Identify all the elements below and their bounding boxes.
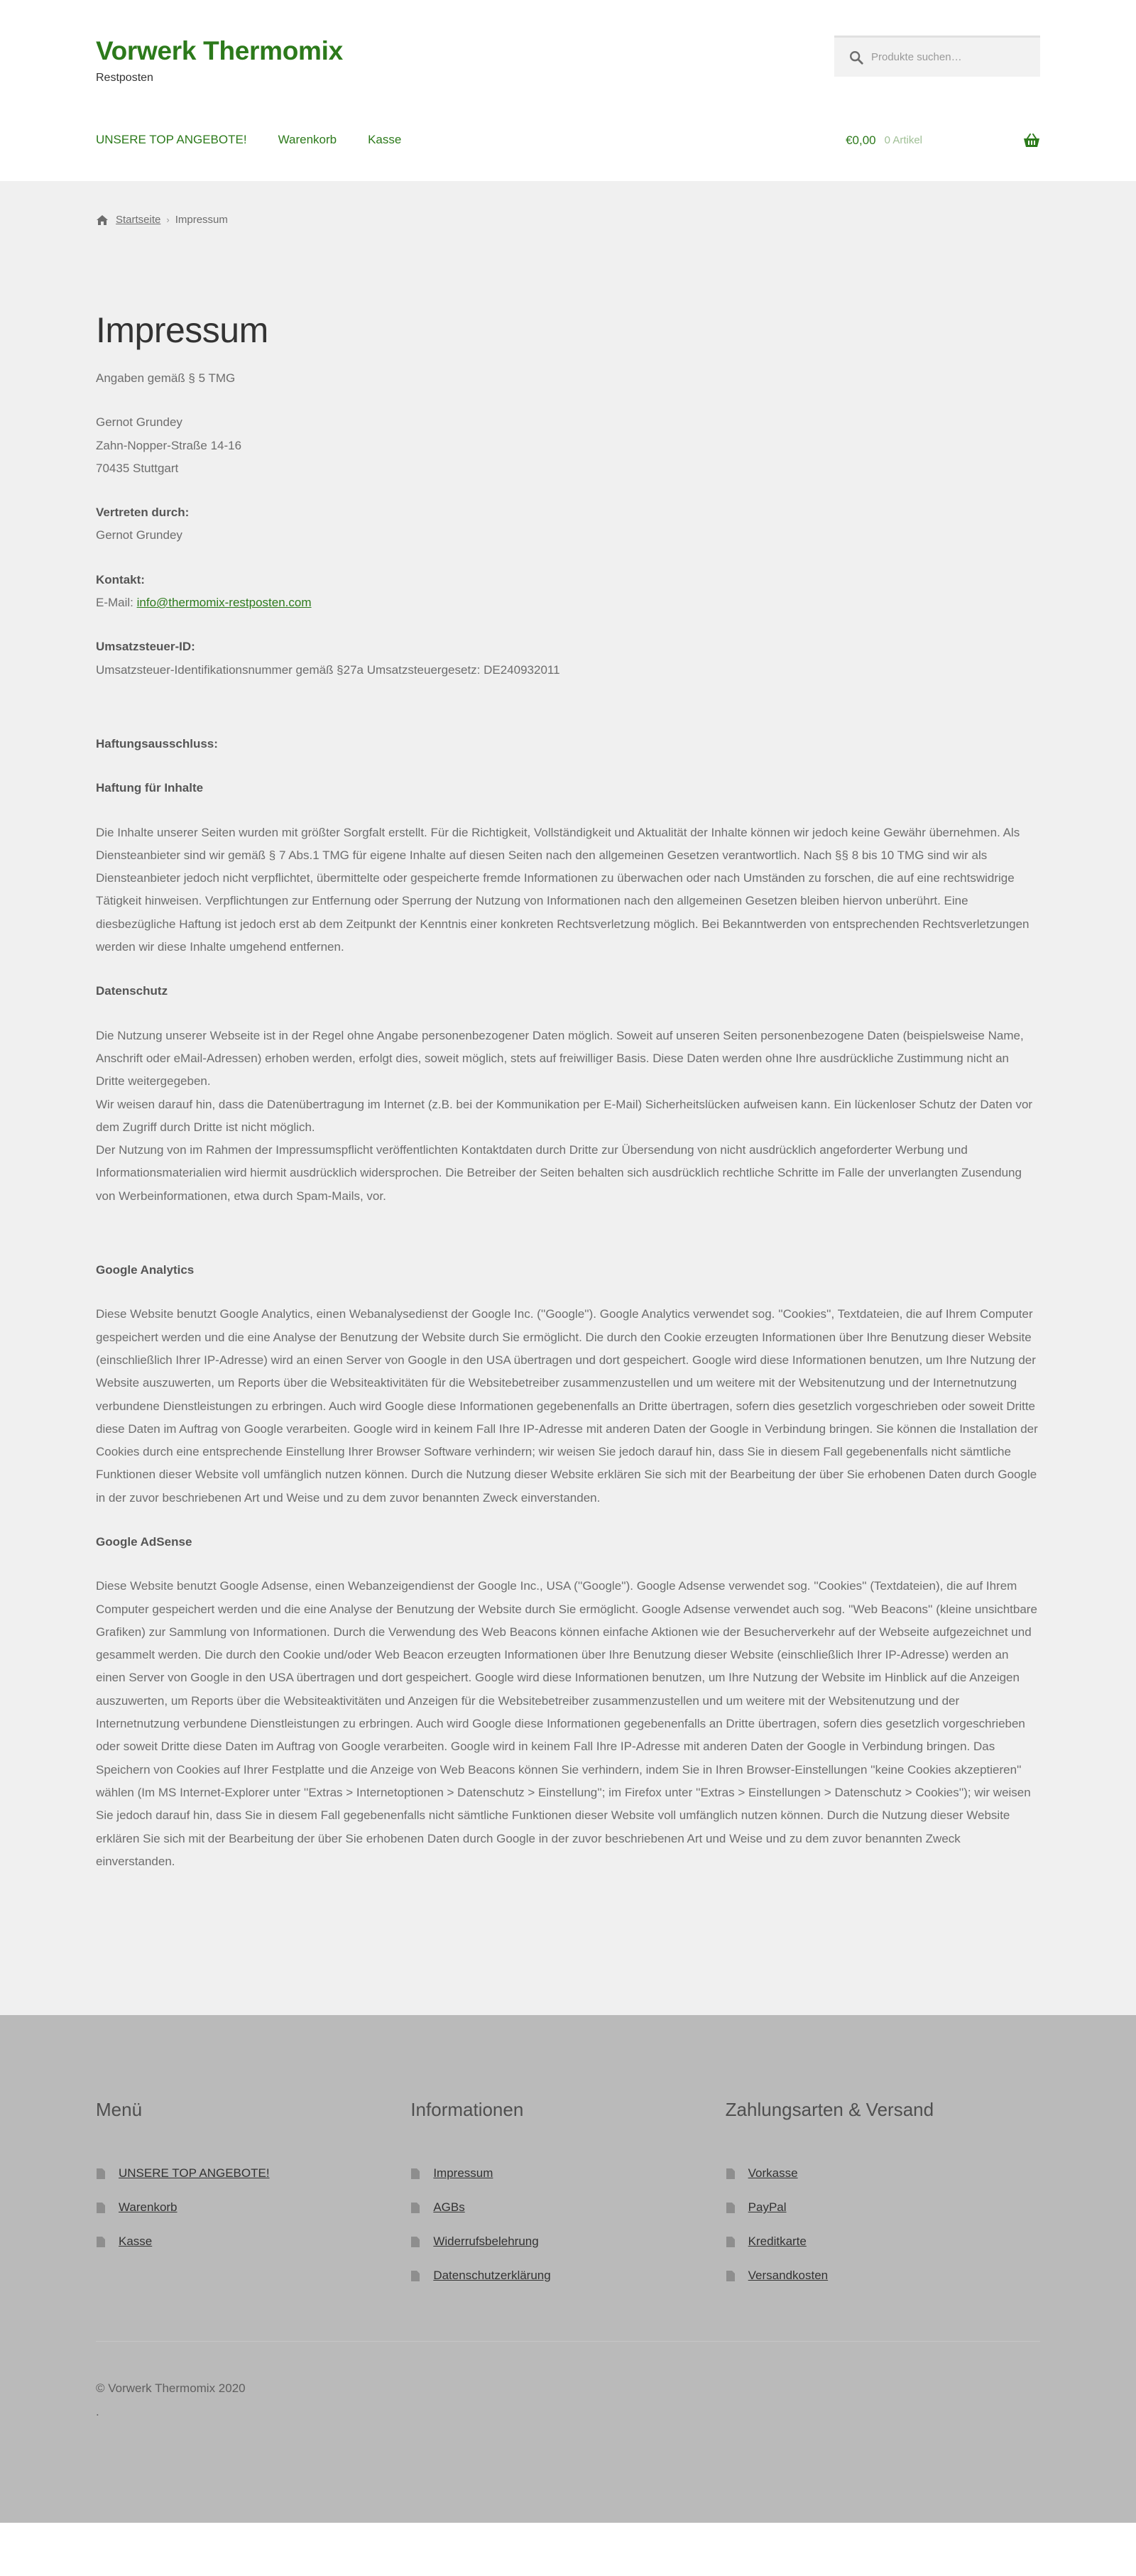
address-block: [96, 411, 1040, 480]
privacy-heading: [96, 980, 1040, 1003]
footer-info-item: [410, 2225, 725, 2259]
footer-link-warenkorb[interactable]: Warenkorb: [119, 2200, 178, 2215]
footer-link-versandkosten[interactable]: Versandkosten: [748, 2269, 829, 2283]
represented-block: [96, 501, 1040, 547]
footer-payment-item: [726, 2190, 1040, 2225]
footer-payment-item: [726, 2259, 1040, 2293]
vat-block: [96, 635, 1040, 682]
footer-payment-column: [726, 2099, 1040, 2293]
footer-link-kreditkarte[interactable]: Kreditkarte: [748, 2234, 807, 2249]
document-icon: [410, 2236, 420, 2248]
page-title: Impressum: [96, 310, 268, 350]
basket-icon[interactable]: [1023, 133, 1040, 148]
nav-top-angebote[interactable]: UNSERE TOP ANGEBOTE!: [96, 133, 247, 146]
email-link[interactable]: info@thermomix-restposten.com: [136, 596, 312, 610]
footer-menu-item: [96, 2225, 410, 2259]
main-content: [0, 181, 1136, 2015]
footer-link-kasse[interactable]: Kasse: [119, 2234, 153, 2249]
footer-info-title: Informationen: [410, 2099, 524, 2121]
footer-menu-item: [96, 2190, 410, 2225]
document-icon: [96, 2202, 106, 2214]
brand: [96, 36, 343, 85]
content-liability-heading-text: Haftung für Inhalte: [96, 781, 204, 795]
footer-info-item: [410, 2190, 725, 2225]
content-liability-heading: [96, 777, 1040, 799]
cart-amount: €0,00: [846, 133, 876, 147]
privacy-text: [96, 1025, 1040, 1208]
document-icon: [96, 2236, 106, 2248]
analytics-text: Diese Website benutzt Google Analytics, einen Webanalysedienst der Google Inc. (''Google''). Google Analytics verwendet sog. ''Cookies'', Textdateien, die auf Ihrem Computer gespeichert werden und die eine Analyse der Benutzung der Website durch Sie ermöglicht. Die durch den Cookie erzeugten Informationen über Ihre Benutzung dieser Website (einschließlich Ihrer IP-Adresse) wird an einen Server von Google in den USA übertragen und dort gespeichert. Google wird diese Informationen benutzen, um Ihre Nutzung der Website auszuwerten, um Reports über die Websiteaktivitäten für die Websitebetreiber zusammenzustellen und um weitere mit der Websitenutzung und der Internetnutzung verbundene Dienstleistungen zu erbringen. Auch wird Google diese Informationen gegebenenfalls an Dritte übertragen, sofern dies gesetzlich vorgeschrieben oder soweit Dritte diese Daten im Auftrag von Google verarbeiten. Google wird in keinem Fall Ihre IP-Adresse mit anderen Daten der Google in Verbindung bringen. Sie können die Installation der Cookies durch eine entsprechende Einstellung Ihrer Browser Software verhindern; wir weisen Sie jedoch darauf hin, dass Sie in diesem Fall gegebenenfalls nicht sämtliche Funktionen dieser Website voll umfänglich nutzen können. Durch die Nutzung dieser Website erklären Sie sich mit der Bearbeitung der über Sie erhobenen Daten durch Google in der zuvor beschriebenen Art und Weise und zu dem zuvor benannten Zweck einverstanden.: [96, 1307, 1038, 1505]
breadcrumb-current: Impressum: [175, 214, 228, 226]
footer-payment-title: Zahlungsarten & Versand: [725, 2099, 934, 2121]
site-tagline: Restposten: [96, 72, 153, 84]
adsense-heading-text: Google AdSense: [96, 1534, 192, 1549]
footer-info-item: [410, 2156, 725, 2190]
address-city: 70435 Stuttgart: [96, 461, 179, 475]
disclaimer-heading: [96, 733, 1040, 755]
footer-info-item: [410, 2259, 725, 2293]
footer-menu-item: [96, 2156, 410, 2190]
home-icon: [96, 214, 109, 226]
document-icon: [96, 2168, 106, 2180]
contact-block: [96, 569, 1040, 615]
footer-menu-column: [96, 2099, 410, 2293]
disclaimer-heading-text: Haftungsausschluss:: [96, 736, 218, 751]
analytics-heading-text: Google Analytics: [96, 1263, 195, 1277]
privacy-heading-text: Datenschutz: [96, 984, 168, 998]
privacy-text-3: Der Nutzung von im Rahmen der Impressumspflicht veröffentlichten Kontaktdaten durch Dritte zur Übersendung von nicht ausdrücklich angeforderter Werbung und Informationsmaterialien wird hiermit ausdrücklich widersprochen. Die Betreiber der Seiten behalten sich ausdrücklich rechtliche Schritte im Falle der unverlangten Zusendung von Werbeinformationen, etwa durch Spam-Mails, vor.: [96, 1143, 1022, 1203]
footer-link-datenschutz[interactable]: Datenschutzerklärung: [433, 2269, 551, 2283]
document-icon: [726, 2270, 736, 2282]
footer-link-vorkasse[interactable]: Vorkasse: [748, 2166, 798, 2181]
document-icon: [726, 2202, 736, 2214]
site-footer: [0, 2015, 1136, 2523]
footer-menu-title: Menü: [96, 2099, 143, 2121]
tmg-note: Angaben gemäß § 5 TMG: [96, 371, 236, 385]
site-title[interactable]: Vorwerk Thermomix: [96, 36, 343, 65]
footer-info-column: [410, 2099, 725, 2293]
content-liability-text: Die Inhalte unserer Seiten wurden mit größter Sorgfalt erstellt. Für die Richtigkeit, Vollständigkeit und Aktualität der Inhalte können wir jedoch keine Gewähr übernehmen. Als Diensteanbieter sind wir gemäß § 7 Abs.1 TMG für eigene Inhalte auf diesen Seiten nach den allgemeinen Gesetzen verantwortlich. Nach §§ 8 bis 10 TMG sind wir als Diensteanbieter jedoch nicht verpflichtet, übermittelte oder gespeicherte fremde Informationen zu überwachen oder nach Umständen zu forschen, die auf eine rechtswidrige Tätigkeit hinweisen. Verpflichtungen zur Entfernung oder Sperrung der Nutzung von Informationen nach den allgemeinen Gesetzen bleiben hiervon unberührt. Eine diesbezügliche Haftung ist jedoch erst ab dem Zeitpunkt der Kenntnis einer konkreten Rechtsverletzung möglich. Bei Bekanntwerden von entsprechenden Rechtsverletzungen werden wir diese Inhalte umgehend entfernen.: [96, 825, 1030, 954]
document-icon: [726, 2236, 736, 2248]
vat-label: Umsatzsteuer-ID:: [96, 640, 195, 654]
footer-link-paypal[interactable]: PayPal: [748, 2200, 787, 2215]
main-nav: [96, 133, 401, 147]
footer-divider: [96, 2341, 1040, 2342]
privacy-text-2: Wir weisen darauf hin, dass die Datenübertragung im Internet (z.B. bei der Kommunikation per E-Mail) Sicherheitslücken aufweisen kann. Ein lückenloser Schutz der Daten vor dem Zugriff durch Dritte ist nicht möglich.: [96, 1097, 1033, 1134]
nav-kasse[interactable]: Kasse: [368, 133, 402, 146]
address-street: Zahn-Nopper-Straße 14-16: [96, 438, 242, 452]
footer-link-top-angebote[interactable]: UNSERE TOP ANGEBOTE!: [119, 2166, 270, 2181]
cart-summary[interactable]: [846, 133, 1040, 148]
adsense-heading: [96, 1531, 1040, 1554]
page-body: [96, 367, 1040, 1873]
copyright: [96, 2377, 1040, 2423]
privacy-text-1: Die Nutzung unserer Webseite ist in der Regel ohne Angabe personenbezogener Daten möglich. Soweit auf unseren Seiten personenbezogene Daten (beispielsweise Name, Anschrift oder eMail-Adressen) erhoben werden, erfolgt dies, soweit möglich, stets auf freiwilliger Basis. Diese Daten werden ohne Ihre ausdrückliche Zustimmung nicht an Dritte weitergegeben.: [96, 1028, 1024, 1088]
vat-text: Umsatzsteuer-Identifikationsnummer gemäß §27a Umsatzsteuergesetz: DE240932011: [96, 662, 560, 677]
address-name: Gernot Grundey: [96, 415, 182, 430]
document-icon: [726, 2168, 736, 2180]
contact-label: Kontakt:: [96, 572, 145, 586]
analytics-heading: [96, 1259, 1040, 1282]
search-box: [834, 36, 1040, 77]
document-icon: [410, 2202, 420, 2214]
document-icon: [410, 2270, 420, 2282]
adsense-text: Diese Website benutzt Google Adsense, einen Webanzeigendienst der Google Inc., USA (''Google''). Google Adsense verwendet sog. ''Cookies'' (Textdateien), die auf Ihrem Computer gespeichert werden und die eine Analyse der Benutzung der Website durch Sie ermöglicht. Google Adsense verwendet auch sog. ''Web Beacons'' (kleine unsichtbare Grafiken) zur Sammlung von Informationen. Durch die Verwendung des Web Beacons können einfache Aktionen wie der Besucherverkehr auf der Webseite aufgezeichnet und gesammelt werden. Die durch den Cookie und/oder Web Beacon erzeugten Informationen über Ihre Benutzung dieser Website (einschließlich Ihrer IP-Adresse) werden an einen Server von Google in den USA übertragen und dort gespeichert. Google wird diese Informationen benutzen, um Ihre Nutzung der Website im Hinblick auf die Anzeigen auszuwerten, um Reports über die Websiteaktivitäten und Anzeigen für die Websitebetreiber zusammenzustellen und um weitere mit der Websitenutzung und der Internetnutzung verbundene Dienstleistungen zu erbringen. Auch wird Google diese Informationen gegebenenfalls an Dritte übertragen, sofern dies gesetzlich vorgeschrieben oder soweit Dritte diese Daten im Auftrag von Google verarbeiten. Google wird in keinem Fall Ihre IP-Adresse mit anderen Daten der Google in Verbindung bringen. Das Speichern von Cookies auf Ihrer Festplatte und die Anzeige von Web Beacons können Sie verhindern, indem Sie in Ihren Browser-Einstellungen ''keine Cookies akzeptieren'' wählen (Im MS Internet-Explorer unter ''Extras > Internetoptionen > Datenschutz > Einstellung''; im Firefox unter ''Extras > Einstellungen > Datenschutz > Cookies''); wir weisen Sie jedoch darauf hin, dass Sie in diesem Fall gegebenenfalls nicht sämtliche Funktionen dieser Website voll umfänglich nutzen können. Durch die Nutzung dieser Website erklären Sie sich mit der Bearbeitung der über Sie erhobenen Daten durch Google in der zuvor beschriebenen Art und Weise und zu dem zuvor benannten Zweck einverstanden.: [96, 1579, 1037, 1868]
footer-payment-item: [726, 2225, 1040, 2259]
search-input[interactable]: [871, 51, 1027, 63]
breadcrumb-home[interactable]: Startseite: [116, 214, 161, 226]
footer-payment-item: [726, 2156, 1040, 2190]
breadcrumb: [96, 181, 1040, 238]
copyright-text: © Vorwerk Thermomix 2020: [96, 2381, 246, 2396]
nav-warenkorb[interactable]: Warenkorb: [278, 133, 337, 146]
footer-link-impressum[interactable]: Impressum: [433, 2166, 493, 2181]
breadcrumb-separator: ›: [166, 214, 170, 226]
site-header: [0, 0, 1136, 181]
email-prefix: E-Mail:: [96, 596, 137, 610]
represented-name: Gernot Grundey: [96, 528, 182, 542]
represented-label: Vertreten durch:: [96, 506, 190, 520]
document-icon: [410, 2168, 420, 2180]
cart-count: 0 Artikel: [884, 134, 922, 146]
copyright-dot: .: [96, 2404, 99, 2418]
footer-link-widerruf[interactable]: Widerrufsbelehrung: [433, 2234, 539, 2249]
footer-link-agbs[interactable]: AGBs: [433, 2200, 465, 2215]
search-icon: [848, 50, 864, 65]
